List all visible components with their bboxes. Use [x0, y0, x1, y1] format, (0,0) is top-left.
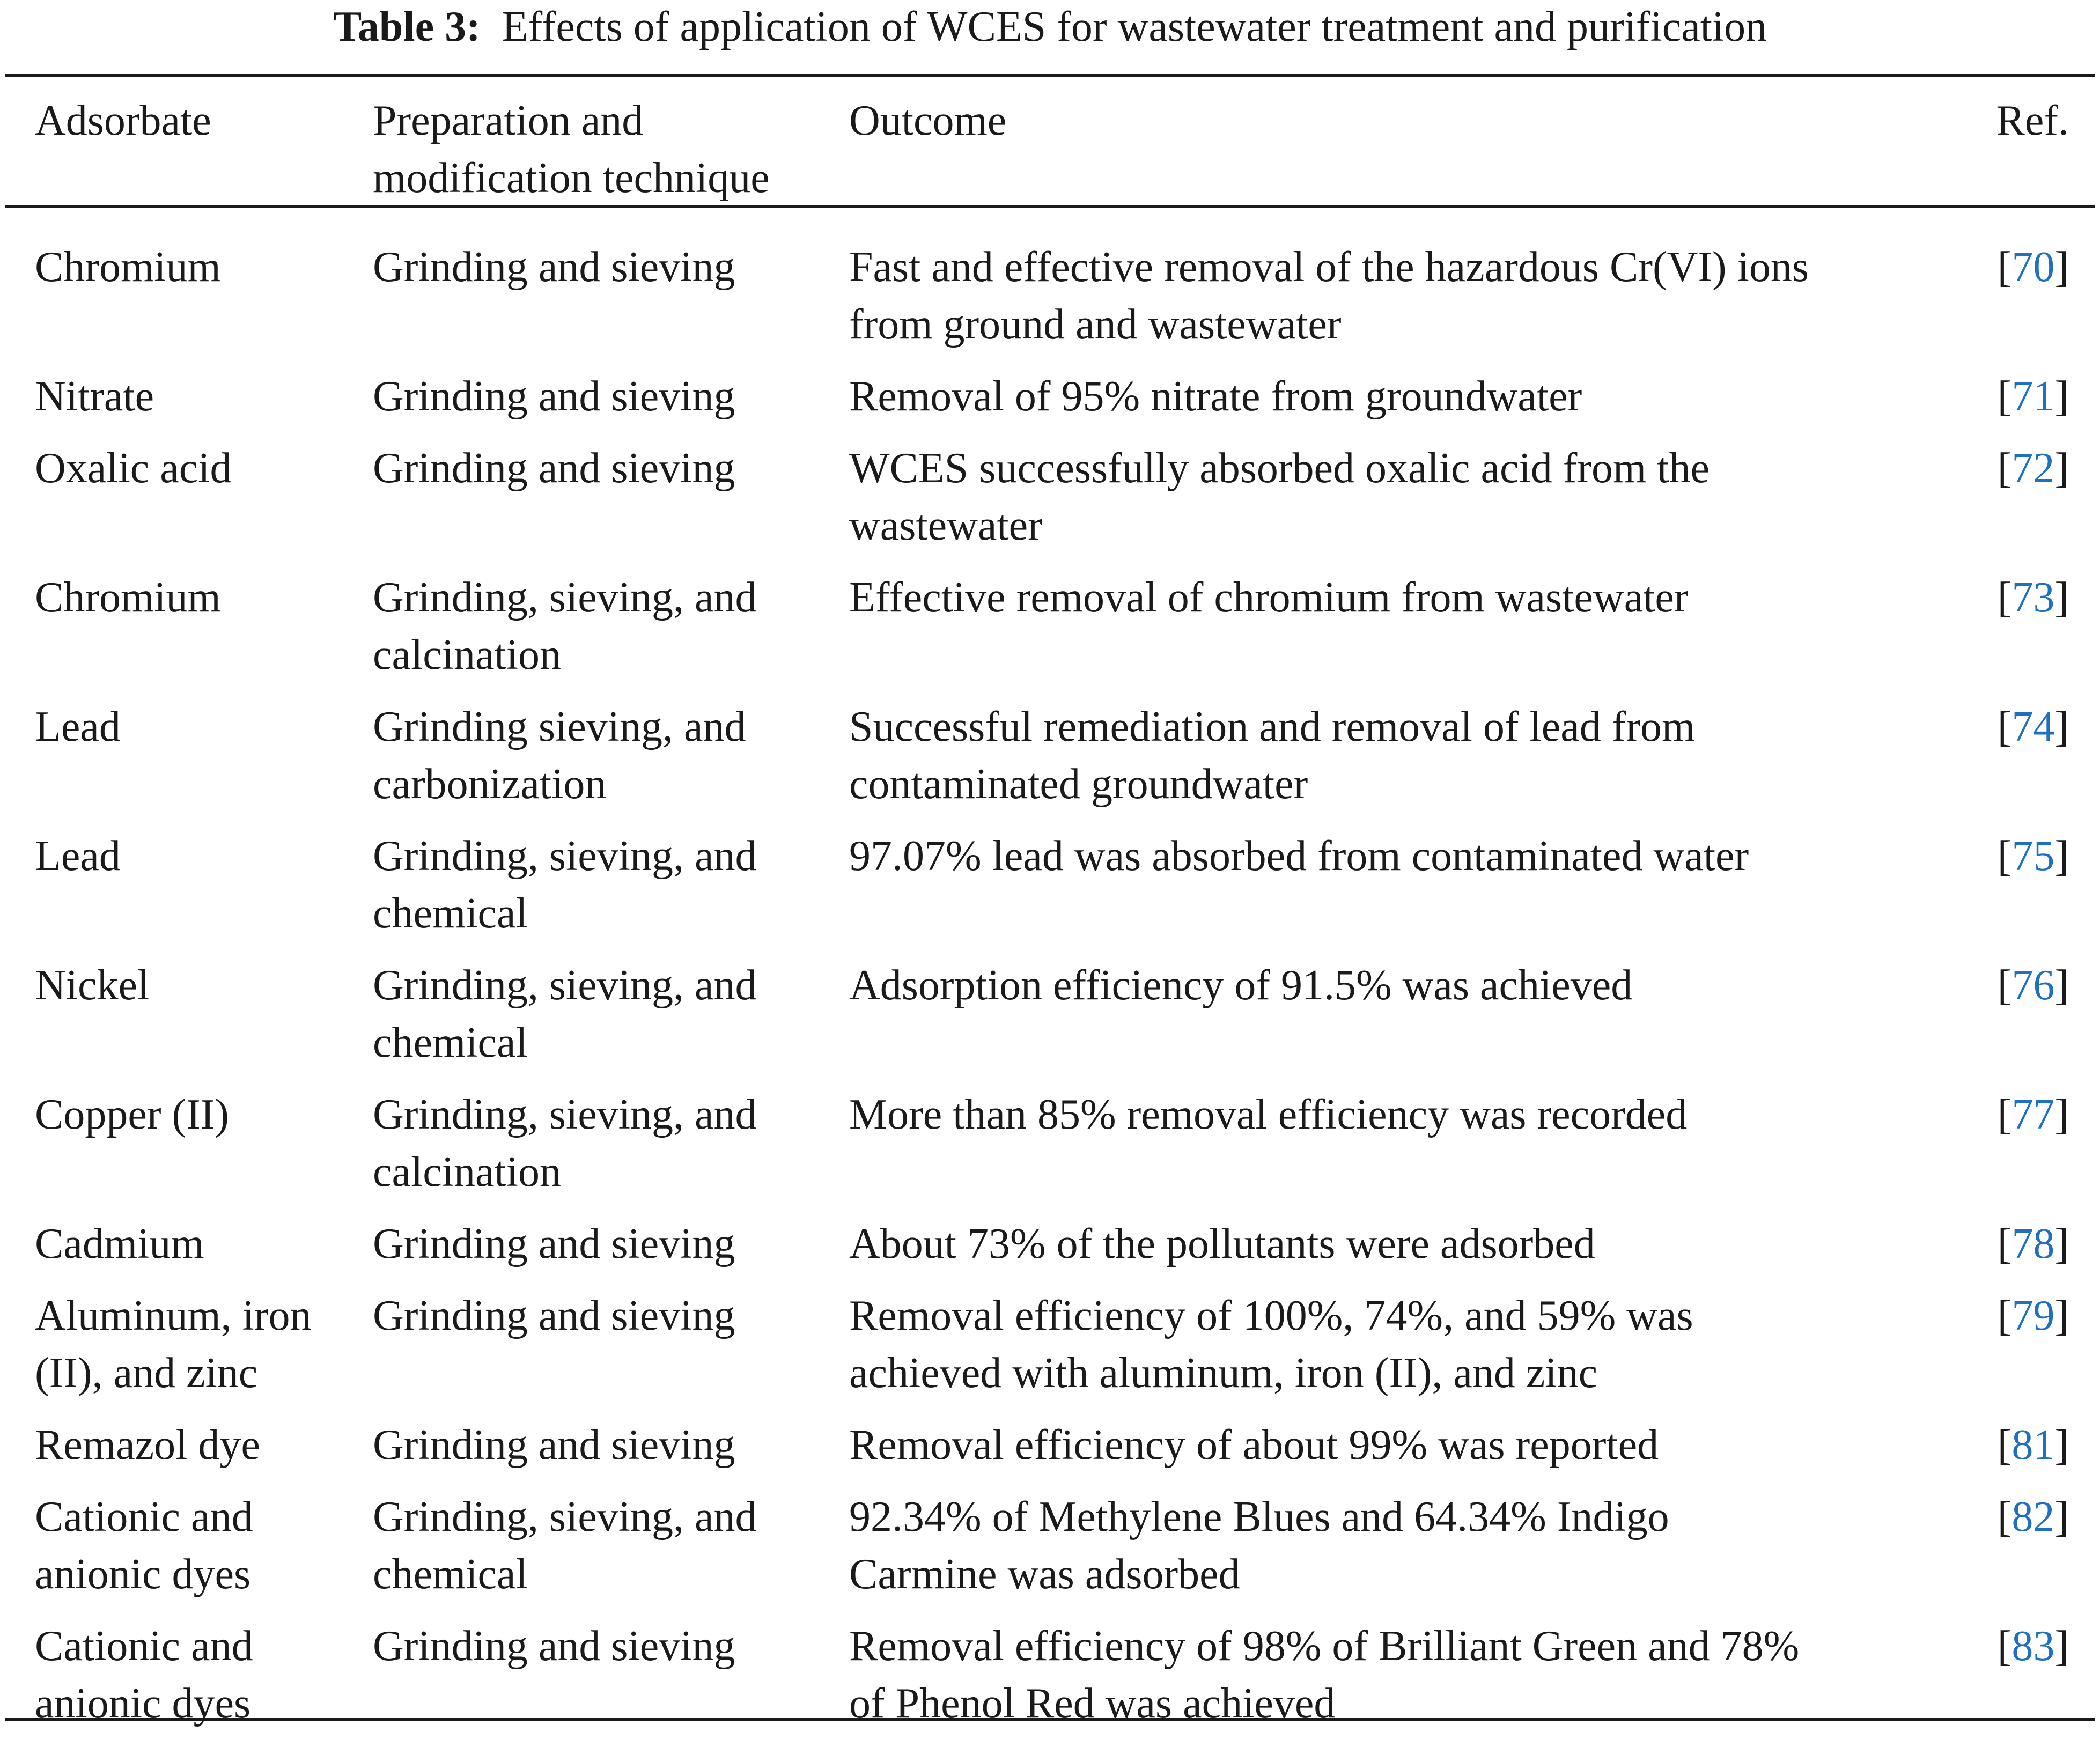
cell-adsorbate: Cationic and anionic dyes	[35, 1493, 253, 1598]
header-row	[5, 77, 2095, 220]
cell-preparation: Grinding and sieving	[373, 1292, 735, 1339]
cell-ref: [73]	[1997, 574, 2069, 621]
table-row	[5, 440, 2095, 569]
table-body	[5, 220, 2095, 1747]
cell-preparation: Grinding, sieving, and chemical	[373, 1493, 757, 1598]
cell-preparation: Grinding and sieving	[373, 445, 735, 492]
cell-outcome: Adsorption efficiency of 91.5% was achieved	[849, 962, 1633, 1009]
cell-preparation: Grinding and sieving	[373, 1421, 735, 1469]
cell-preparation: Grinding and sieving	[373, 1220, 735, 1267]
cell-outcome: 97.07% lead was absorbed from contaminated water	[849, 832, 1749, 880]
cell-outcome: WCES successfully absorbed oxalic acid from the wastewater	[849, 445, 1710, 549]
cell-ref: [79]	[1997, 1292, 2069, 1339]
cell-outcome: 92.34% of Methylene Blues and 64.34% Indigo Carmine was adsorbed	[849, 1493, 1669, 1598]
table-caption-text: Effects of application of WCES for wastewater treatment and purification	[502, 3, 1767, 50]
reference-link[interactable]: 75	[2011, 832, 2055, 880]
cell-adsorbate: Cationic and anionic dyes	[35, 1623, 253, 1727]
cell-adsorbate: Chromium	[35, 244, 221, 291]
reference-link[interactable]: 74	[2011, 703, 2055, 750]
table-row	[5, 1488, 2095, 1618]
data-table	[5, 77, 2095, 1747]
cell-preparation: Grinding and sieving	[373, 1623, 735, 1670]
reference-link[interactable]: 78	[2011, 1220, 2055, 1267]
table-row	[5, 1417, 2095, 1488]
cell-preparation: Grinding, sieving, and calcination	[373, 1091, 757, 1196]
table-row	[5, 957, 2095, 1086]
cell-outcome: Successful remediation and removal of lead from contaminated groundwater	[849, 703, 1696, 808]
header-outcome: Outcome	[849, 97, 1007, 144]
cell-adsorbate: Aluminum, iron (II), and zinc	[35, 1292, 312, 1397]
table-row	[5, 569, 2095, 698]
table-row	[5, 828, 2095, 957]
table-row	[5, 698, 2095, 828]
cell-adsorbate: Chromium	[35, 574, 221, 621]
header-ref: Ref.	[1996, 97, 2069, 144]
cell-adsorbate: Remazol dye	[35, 1421, 260, 1469]
table-row	[5, 1086, 2095, 1215]
cell-adsorbate: Nitrate	[35, 373, 154, 420]
cell-adsorbate: Nickel	[35, 962, 150, 1009]
reference-link[interactable]: 77	[2011, 1091, 2055, 1138]
reference-link[interactable]: 81	[2011, 1421, 2055, 1469]
cell-preparation: Grinding, sieving, and calcination	[373, 574, 757, 679]
cell-ref: [82]	[1997, 1493, 2069, 1540]
table-header	[5, 77, 2095, 220]
cell-ref: [76]	[1997, 962, 2069, 1009]
header-adsorbate: Adsorbate	[35, 97, 211, 144]
cell-preparation: Grinding, sieving, and chemical	[373, 832, 757, 937]
cell-ref: [72]	[1997, 445, 2069, 492]
cell-outcome: Removal efficiency of 98% of Brilliant Green and 78% of Phenol Red was achieved	[849, 1623, 1800, 1727]
cell-outcome: Fast and effective removal of the hazardous Cr(VI) ions from ground and wastewater	[849, 244, 1809, 348]
cell-ref: [75]	[1997, 832, 2069, 880]
cell-preparation: Grinding sieving, and carbonization	[373, 703, 746, 808]
cell-adsorbate: Lead	[35, 832, 121, 880]
reference-link[interactable]: 79	[2011, 1292, 2055, 1339]
reference-link[interactable]: 71	[2011, 373, 2055, 420]
reference-link[interactable]: 82	[2011, 1493, 2055, 1540]
cell-outcome: About 73% of the pollutants were adsorbed	[849, 1220, 1595, 1267]
cell-outcome: Removal efficiency of 100%, 74%, and 59% was achieved with aluminum, iron (II), and zinc	[849, 1292, 1693, 1397]
cell-ref: [70]	[1997, 244, 2069, 291]
reference-link[interactable]: 70	[2011, 244, 2055, 291]
cell-ref: [71]	[1997, 373, 2069, 420]
cell-ref: [78]	[1997, 1220, 2069, 1267]
table-row	[5, 1215, 2095, 1287]
cell-ref: [74]	[1997, 703, 2069, 750]
table-caption-label: Table 3:	[333, 3, 481, 50]
cell-ref: [83]	[1997, 1623, 2069, 1670]
reference-link[interactable]: 72	[2011, 445, 2055, 492]
table-row	[5, 1287, 2095, 1417]
cell-outcome: Removal efficiency of about 99% was reported	[849, 1421, 1659, 1469]
table-row	[5, 220, 2095, 368]
table-row	[5, 368, 2095, 440]
cell-preparation: Grinding and sieving	[373, 373, 735, 420]
cell-outcome: Effective removal of chromium from wastewater	[849, 574, 1689, 621]
cell-adsorbate: Copper (II)	[35, 1091, 230, 1138]
cell-outcome: Removal of 95% nitrate from groundwater	[849, 373, 1582, 420]
cell-adsorbate: Lead	[35, 703, 121, 750]
reference-link[interactable]: 83	[2011, 1623, 2055, 1670]
cell-preparation: Grinding, sieving, and chemical	[373, 962, 757, 1066]
reference-link[interactable]: 73	[2011, 574, 2055, 621]
table-caption	[0, 0, 2100, 70]
cell-adsorbate: Cadmium	[35, 1220, 204, 1267]
cell-preparation: Grinding and sieving	[373, 244, 735, 291]
reference-link[interactable]: 76	[2011, 962, 2055, 1009]
cell-ref: [77]	[1997, 1091, 2069, 1138]
cell-outcome: More than 85% removal efficiency was recorded	[849, 1091, 1688, 1138]
header-preparation: Preparation and modification technique	[373, 97, 770, 202]
cell-ref: [81]	[1997, 1421, 2069, 1469]
cell-adsorbate: Oxalic acid	[35, 445, 232, 492]
